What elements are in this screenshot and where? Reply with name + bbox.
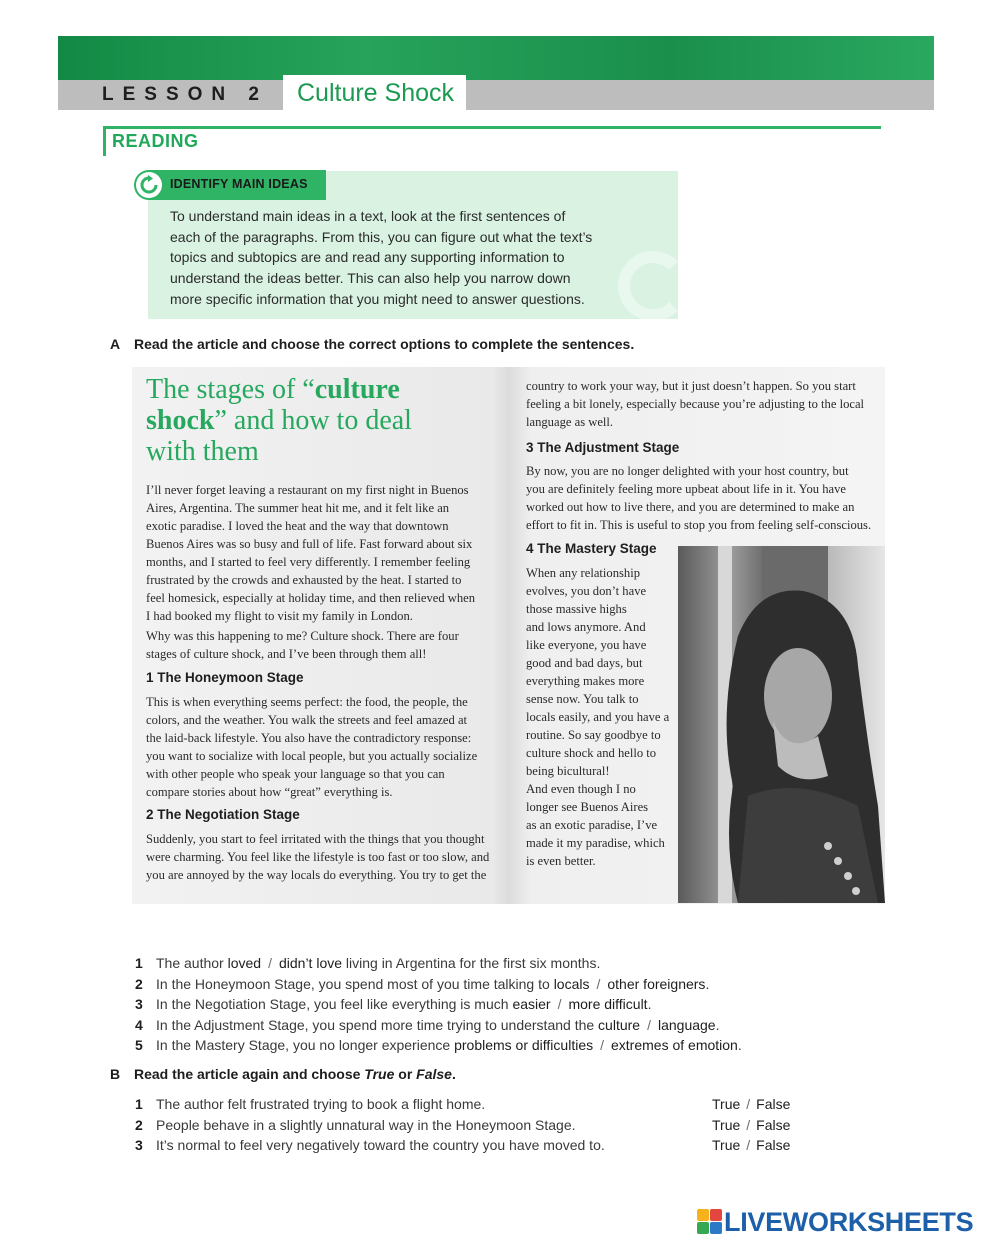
true-option[interactable]: True (712, 1137, 741, 1153)
option-1[interactable]: culture (598, 1016, 641, 1033)
title-part: The stages of “ (146, 374, 315, 405)
liveworksheets-logo-icon (697, 1209, 723, 1235)
option-2[interactable]: other foreigners (607, 975, 706, 992)
item-number: 3 (135, 996, 143, 1012)
article-p2 (146, 830, 489, 884)
tip-line: To understand main ideas in a text, look at the first sentences of (170, 208, 566, 224)
article-p5 (526, 780, 665, 870)
option-1[interactable]: easier (512, 996, 551, 1012)
article-intro (146, 481, 475, 625)
item-number: 1 (135, 1096, 143, 1112)
option-2[interactable]: language (657, 1016, 716, 1033)
item-text: In the Honeymoon Stage, you spend most of you time talking to locals / other foreigners. (156, 975, 710, 992)
item-number: 3 (135, 1137, 143, 1153)
article-line: feeling a bit lonely, especially because you’re adjusting to the local (526, 397, 865, 411)
title-part: culture (314, 374, 400, 405)
item-text-pre: In the Adjustment Stage, you spend more time trying to understand the (156, 1016, 595, 1033)
option-2[interactable]: extremes of emotion (611, 1037, 738, 1053)
article-line: longer see Buenos Aires (526, 800, 649, 814)
tip-line: each of the paragraphs. From this, you can figure out what the text’s (170, 228, 593, 245)
tip-line: more specific information that you might need to answer questions. (170, 290, 585, 307)
item-number: 4 (135, 1016, 143, 1033)
article-line: By now, you are no longer delighted with your host country, but (526, 464, 849, 478)
stage-heading-adjustment: 3 The Adjustment Stage (526, 440, 680, 455)
reading-section-rule (103, 126, 881, 156)
item-text-post: . (647, 996, 652, 1012)
instruction-part: . (451, 1066, 456, 1082)
article-line: Suddenly, you start to feel irritated with the things that you thought (146, 832, 485, 846)
article-line: good and bad days, but (526, 656, 643, 670)
article-line: those massive highs (526, 602, 627, 616)
instruction-part: False (416, 1066, 452, 1082)
false-option[interactable]: False (756, 1137, 791, 1153)
article-p3 (526, 462, 871, 534)
tip-label: IDENTIFY MAIN IDEAS (170, 177, 308, 191)
exercise-letter: B (110, 1066, 121, 1082)
logo-text: LIVEWORKSHEETS (724, 1207, 974, 1237)
article-line: When any relationship (526, 566, 641, 580)
true-false-choice: True / False (712, 1096, 791, 1112)
item-number: 5 (135, 1037, 143, 1053)
item-text-pre: In the Negotiation Stage, you feel like everything is much (156, 996, 509, 1012)
item-text-pre: In the Honeymoon Stage, you spend most of you time talking to (156, 975, 550, 992)
article-line: frustrated by the crowds and exhausted by the heat. I started to (146, 573, 462, 587)
item-text-post: . (705, 975, 710, 992)
article-line: evolves, you don’t have (526, 584, 647, 598)
article-line: is even better. (526, 854, 596, 868)
article-line: I’ll never forget leaving a restaurant on my first night in Buenos (146, 483, 469, 497)
article-line: you want to socialize with local people, but you actually socialize (146, 749, 478, 763)
title-part: shock (146, 405, 215, 436)
article-line: effort to fit in. This is useful to stop you from feeling self-conscious. (526, 518, 872, 532)
instruction-part: True (364, 1066, 395, 1082)
item-text-post: . (737, 1037, 742, 1053)
true-option[interactable]: True (712, 1096, 741, 1112)
article-line: months, and I started to feel very differently. I remember feeling (146, 555, 471, 569)
true-false-choice: True / False (712, 1116, 791, 1133)
article-line: locals easily, and you have a (526, 710, 670, 724)
item-text: In the Adjustment Stage, you spend more time trying to understand the culture / language. (156, 1016, 720, 1033)
stage-heading-honeymoon: 1 The Honeymoon Stage (146, 670, 304, 685)
instruction-part: or (394, 1066, 417, 1082)
tip-line: understand the ideas better. This can also help you narrow down (170, 270, 571, 287)
option-1[interactable]: loved (227, 955, 262, 971)
article-line: with other people who speak your language so that you can (146, 767, 445, 781)
true-option[interactable]: True (712, 1116, 741, 1133)
item-text-post: . (715, 1016, 720, 1033)
item-text: It’s normal to feel very negatively toward the country you have moved to. (156, 1137, 605, 1153)
lesson-label: LESSON 2 (102, 84, 268, 105)
title-part: with them (146, 436, 259, 467)
article-line: I had booked my flight to visit my family in London. (146, 609, 413, 623)
article-p2-continued (526, 377, 864, 431)
item-text-post: living in Argentina for the first six months. (345, 955, 601, 971)
false-option[interactable]: False (756, 1116, 791, 1133)
item-number: 2 (135, 1116, 143, 1133)
article-line: worked out how to live there, and you are determined to make an (526, 500, 855, 514)
article-line: stages of culture shock, and I’ve been through them all! (146, 647, 427, 661)
article-line: country to work your way, but it just doesn’t happen. So you start (526, 379, 856, 393)
article-line: you are annoyed by the way locals do everything. You try to get the (146, 868, 487, 882)
item-text: The author felt frustrated trying to book a flight home. (156, 1096, 486, 1112)
instruction-part: Read the article again and choose (134, 1066, 365, 1082)
article-line: like everyone, you have (526, 638, 647, 652)
reading-heading: READING (112, 131, 199, 151)
article-line: and lows anymore. And (526, 620, 646, 634)
article-line: culture shock and hello to (526, 746, 657, 760)
item-number: 2 (135, 975, 143, 992)
article-line: Why was this happening to me? Culture shock. There are four (146, 629, 459, 643)
tip-line: topics and subtopics are and read any supporting information to (170, 249, 565, 266)
item-text: In the Mastery Stage, you no longer experience problems or difficulties / extremes of emotion. (156, 1037, 742, 1053)
item-number: 1 (135, 955, 143, 971)
false-option[interactable]: False (756, 1096, 791, 1112)
article-line: being bicultural! (526, 764, 610, 778)
option-2[interactable]: didn’t love (278, 955, 343, 971)
article-p4 (526, 564, 669, 780)
true-false-choice: True / False (712, 1137, 791, 1153)
lesson-title: Culture Shock (297, 79, 455, 107)
article-line: sense now. You talk to (526, 692, 639, 706)
instruction-text: Read the article and choose the correct options to complete the sentences. (134, 336, 635, 352)
tip-text (170, 206, 640, 310)
article-line: colors, and the weather. You walk the streets and feel amazed at (146, 713, 468, 727)
article-line: This is when everything seems perfect: the food, the people, the (146, 695, 468, 709)
article-line: language as well. (526, 415, 614, 429)
instruction-text (134, 1066, 456, 1082)
article-line: you are definitely feeling more upbeat about life in it. You have (526, 482, 847, 496)
article-line: were charming. You feel like the lifestyle is too fast or too slow, and (146, 850, 490, 864)
article-line: feel homesick, especially at holiday time, and then relieved when (146, 591, 476, 605)
article-title (146, 374, 486, 467)
option-2[interactable]: more difficult (568, 996, 648, 1012)
option-1[interactable]: problems or difficulties (454, 1037, 594, 1053)
item-text: In the Negotiation Stage, you feel like everything is much easier / more difficult. (156, 996, 652, 1012)
stage-heading-negotiation: 2 The Negotiation Stage (146, 807, 300, 822)
stage-heading-mastery: 4 The Mastery Stage (526, 541, 657, 556)
refresh-arrows-icon (136, 172, 162, 198)
article-line: compare stories about how “great” everything is. (146, 785, 393, 799)
article-line: And even though I no (526, 782, 636, 796)
article-line: exotic paradise. I loved the heat and the way that downtown (146, 519, 449, 533)
item-text: The author loved / didn’t love living in Argentina for the first six months. (156, 955, 601, 971)
article-line: as an exotic paradise, I’ve (526, 818, 658, 832)
exercise-letter: A (110, 336, 121, 352)
article-line: Buenos Aires was so busy and full of life. Fast forward about six (146, 537, 473, 551)
article-line: everything makes more (526, 674, 645, 688)
item-text: People behave in a slightly unnatural way in the Honeymoon Stage. (156, 1116, 576, 1133)
option-1[interactable]: locals (553, 975, 590, 992)
woman-thinking-photo (678, 546, 885, 903)
article-line: the laid-back lifestyle. You also have the contradictory response: (146, 731, 472, 745)
article-why (146, 627, 459, 663)
article-line: made it my paradise, which (526, 836, 665, 850)
header-banner (58, 36, 934, 80)
article-line: Aires, Argentina. The summer heat hit me, and it felt like an (146, 501, 450, 515)
title-part: ” and how to deal (214, 405, 412, 436)
item-text-pre: In the Mastery Stage, you no longer experience (156, 1037, 451, 1053)
item-text-pre: The author (156, 955, 224, 971)
article-p1 (146, 693, 477, 801)
article-line: routine. So say goodbye to (526, 728, 661, 742)
